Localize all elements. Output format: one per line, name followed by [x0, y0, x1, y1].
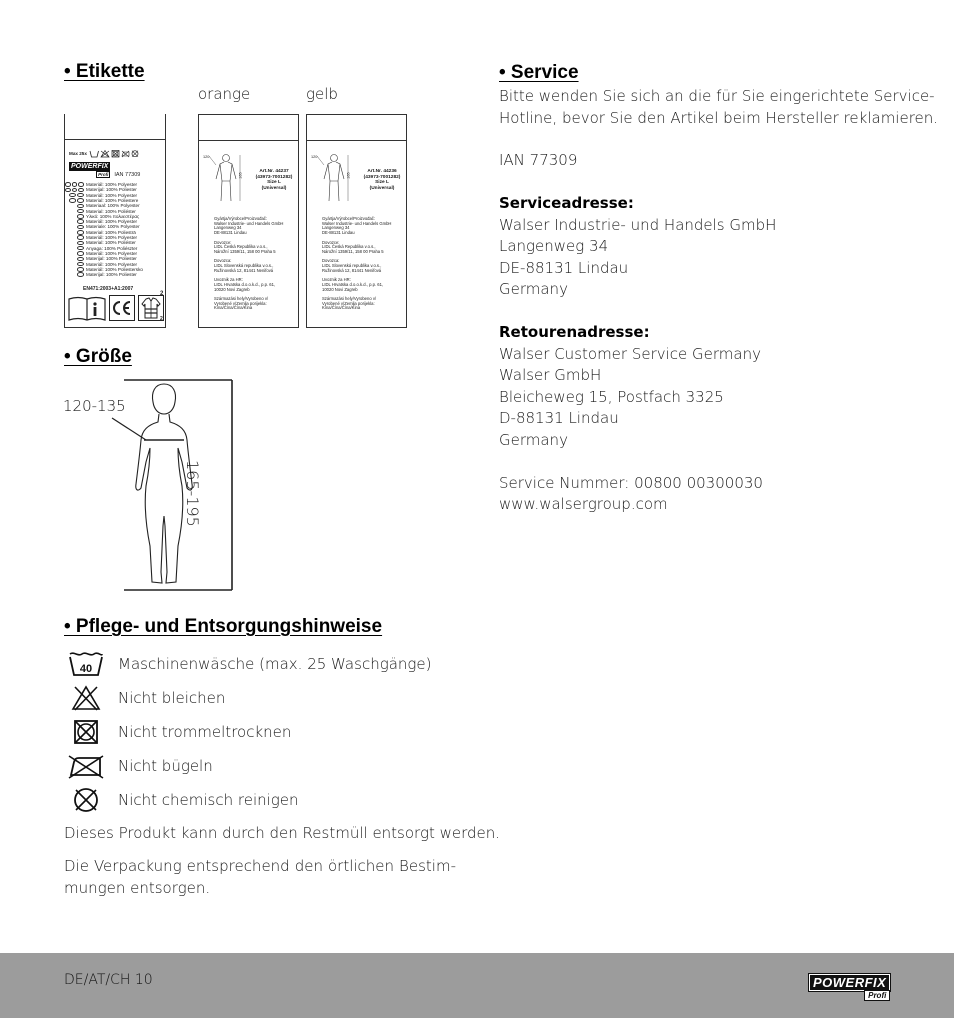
yellow-code: (43973-7001282): [363, 174, 401, 180]
language-code-oval: [72, 188, 78, 193]
yellow-label-article: [359, 169, 405, 191]
language-code-oval: [78, 182, 84, 187]
care-row-tumble: [66, 718, 291, 746]
label-profi-logo: Profi: [98, 172, 109, 177]
return-address-block: [499, 322, 761, 451]
label-material-text: Materiaal: 100% Polyester: [86, 203, 140, 209]
size-height: 165-195: [183, 460, 202, 527]
orange-code: (43973-7001282): [255, 174, 293, 180]
label-symbols-bottom: [68, 295, 164, 321]
orange-size: Size L: [267, 180, 281, 185]
book-info-icon: [68, 295, 106, 321]
yellow-label-line: DE-88131 Lindau: [322, 230, 355, 236]
orange-label-line: Dovozce:: [214, 239, 232, 245]
label-ian: IAN 77309: [114, 171, 141, 178]
language-code-oval: [77, 214, 84, 219]
return-address-line: Germany: [499, 430, 568, 449]
service-intro-line2: Hotline, bevor Sie den Artikel beim Hersteller reklamieren.: [499, 108, 939, 127]
orange-label-line: Vyrobené v/Zemlja porijekla:: [214, 300, 267, 306]
orange-label: [198, 114, 299, 328]
service-ian: IAN 77309: [499, 151, 578, 169]
label-material-text: Material: 100% Poliestere: [86, 197, 139, 203]
label-care-icons: [89, 149, 141, 158]
label-materials-list: [65, 182, 143, 277]
language-code-oval: [77, 219, 84, 224]
label-material-text: Materiál: 100% Poliestersko: [86, 266, 143, 272]
label-material-text: Materiál: 100% Polyester: [86, 250, 138, 256]
language-code-oval: [65, 182, 71, 187]
service-address-line: Walser Industrie- und Handels GmbH: [499, 215, 777, 234]
label-material-text: Materiál: 100% Polyester: [86, 235, 138, 241]
language-code-oval: [77, 246, 84, 251]
service-address-heading: Serviceadresse:: [499, 194, 634, 212]
yellow-label-line: Vyrobené v/Zemlja porijekla:: [322, 300, 375, 306]
label-material-text: Material: 100% Poliéster: [86, 240, 136, 246]
etikette-heading: • Etikette: [64, 61, 145, 82]
label-material-text: Υλικό: 100% πολυεστέρας: [86, 213, 140, 219]
return-address-heading: Retourenadresse:: [499, 323, 650, 341]
ce-mark-icon: [109, 295, 135, 321]
label-material-text: Anyaga: 100% Poliészter: [86, 245, 138, 251]
language-code-oval: [77, 262, 84, 267]
label-height-dim: 165: [238, 172, 243, 179]
yellow-label-line: Gyártja/Výrobce/Proizvođač:: [322, 216, 376, 221]
label-powerfix-logo: POWERFIX: [71, 163, 109, 170]
no-tumble-dry-icon: [66, 718, 106, 746]
orange-label-line: Langenweg 34: [214, 225, 242, 231]
disposal-text-2-line1: Die Verpackung entsprechend den örtlichen Bestim-: [64, 857, 456, 875]
yellow-artno: Art.Nr. 44236: [367, 169, 397, 174]
care-text-dryclean: Nicht chemisch reinigen: [118, 791, 299, 809]
language-code-oval: [77, 257, 84, 262]
label-material-text: Materiál: 100% Polyester: [86, 261, 138, 267]
language-code-oval: [69, 193, 76, 198]
yellow-label-line: 10020 Novi Zagreb: [322, 286, 358, 292]
label-material-row: [65, 272, 143, 277]
page-footer: [0, 953, 954, 1018]
disposal-text-2-line2: mungen entsorgen.: [64, 879, 211, 897]
orange-label-line: Kína/Čína/Čína/Kina: [214, 305, 253, 311]
language-code-oval: [77, 198, 84, 203]
powerfix-logo-text: POWERFIX: [809, 974, 890, 991]
yellow-label-line: LIDL Hrvatska d.o.o.k.d., p.p. 61,: [322, 281, 384, 287]
label-material-text: Materijal: 100% Poliester: [86, 256, 137, 262]
care-text-tumble: Nicht trommeltrocknen: [118, 723, 292, 741]
care-row-iron: [66, 752, 213, 780]
orange-label-line: LIDL Česká Republika v.o.s.,: [214, 244, 268, 250]
yellow-label-line: Kína/Čína/Čína/Kina: [322, 305, 361, 311]
orange-label-line: Ružinovská 12, 81441 Nenifová: [214, 267, 274, 273]
service-number: Service Nummer: 00800 00300030: [499, 474, 763, 492]
label-material-text: Materiale: 100% Polyester: [86, 224, 140, 230]
language-code-oval: [77, 235, 84, 240]
label-height-dim: 165: [346, 172, 351, 179]
language-code-oval: [77, 193, 84, 198]
label-material-text: Materiál: 100% Polyester: [86, 192, 138, 198]
orange-label-line: Származási hely/Vyrobeno v/: [214, 295, 269, 301]
yellow-label: [306, 114, 407, 328]
disposal-text-1: Dieses Produkt kann durch den Restmüll entsorgt werden.: [64, 824, 501, 842]
service-address-line: Langenweg 34: [499, 237, 609, 255]
size-chest: 120-135: [63, 397, 126, 415]
orange-label-line: Nárožní 1359/11, 158 00 Praha 5: [214, 248, 276, 254]
yellow-label-address: [322, 217, 391, 311]
label-material-text: Materiał: 100% Poliesträ: [86, 229, 136, 235]
label-fold-line: [199, 140, 298, 141]
no-dry-clean-icon: [66, 786, 106, 814]
language-code-oval: [65, 188, 71, 193]
orange-label-line: LIDL Slovenská republika v.o.s.,: [214, 263, 274, 268]
yellow-label-line: Dovozca:: [322, 258, 340, 264]
page-number: DE/AT/CH 10: [64, 972, 153, 988]
yellow-size: Size L: [375, 180, 389, 185]
language-code-oval: [77, 209, 84, 214]
yellow-label-line: Ružinovská 12, 81441 Nenifová: [322, 267, 382, 273]
return-address-line: Bleicheweg 15, Postfach 3325: [499, 387, 724, 406]
yellow-universal: (Universal): [369, 185, 395, 191]
language-code-oval: [77, 251, 84, 256]
wash-40-icon: [66, 650, 106, 678]
care-text-wash: Maschinenwäsche (max. 25 Waschgänge): [118, 655, 432, 673]
orange-label-line: Walser Industrie- und Handels GmbH: [214, 220, 284, 226]
label-class-bottom: 2: [160, 316, 163, 322]
label-material-text: Material: 100% Poliéster: [86, 208, 136, 214]
yellow-label-line: LIDL Slovenská republika v.o.s.,: [322, 263, 382, 268]
care-row-wash: [66, 650, 431, 678]
orange-label-line: Uvoznik za HR:: [214, 277, 243, 283]
orange-label-address: [214, 217, 283, 311]
orange-universal: (Universal): [261, 185, 287, 191]
yellow-label-line: Származási hely/Vyrobeno v/: [322, 295, 377, 301]
powerfix-logo: [809, 974, 890, 1001]
language-code-oval: [77, 241, 84, 246]
orange-label-line: 10020 Novi Zagreb: [214, 286, 250, 292]
label-material-text: Materiál: 100% Polyester: [86, 182, 138, 188]
care-text-iron: Nicht bügeln: [118, 757, 213, 775]
service-address-line: Germany: [499, 280, 568, 298]
no-bleach-icon: [66, 684, 106, 712]
wash-temp-text: 40: [79, 663, 93, 675]
label-chest-dim: 120: [203, 155, 210, 159]
language-code-oval: [72, 182, 78, 187]
yellow-label-line: Walser Industrie- und Handels GmbH: [322, 220, 392, 226]
language-code-oval: [77, 267, 84, 272]
yellow-label-line: Langenweg 34: [322, 225, 350, 231]
label-color-orange: orange: [198, 85, 251, 103]
return-address-line: Walser GmbH: [499, 366, 602, 384]
label-logo-row: [69, 162, 140, 178]
care-row-dryclean: [66, 786, 299, 814]
label-fold-line: [307, 140, 406, 141]
label-material-text: Materijal: 100% Poliester: [86, 187, 137, 193]
yellow-label-line: Nárožní 1359/11, 158 00 Praha 5: [322, 248, 384, 254]
label-care-symbols: [69, 149, 141, 158]
label-max-wash: Max 25x: [69, 150, 87, 156]
orange-label-line: Dovozca:: [214, 258, 232, 264]
language-code-oval: [77, 272, 84, 277]
service-intro: [499, 86, 938, 129]
label-norm: EN471:2003+A1:2007: [83, 286, 134, 292]
yellow-label-line: LIDL Česká Republika v.o.s.,: [322, 244, 376, 250]
service-address-line: DE-88131 Lindau: [499, 258, 629, 277]
language-code-oval: [77, 204, 84, 209]
label-fold-line: [65, 139, 165, 140]
yellow-label-line: Dovozce:: [322, 239, 340, 245]
language-code-oval: [69, 198, 76, 203]
service-heading: • Service: [499, 62, 579, 83]
label-class-top: 2: [160, 291, 164, 297]
orange-label-line: LIDL Hrvatska d.o.o.k.d., p.p. 61,: [214, 281, 276, 287]
label-material-text: Materijal: 100% Poliester: [86, 272, 137, 278]
service-intro-line1: Bitte wenden Sie sich an die für Sie eingerichtete Service-: [499, 87, 935, 105]
label-color-gelb: gelb: [306, 85, 338, 103]
language-code-oval: [77, 225, 84, 230]
yellow-label-line: Uvoznik za HR:: [322, 277, 351, 283]
main-care-label: [64, 114, 166, 328]
orange-label-line: Gyártja/Výrobce/Proizvođač:: [214, 216, 268, 221]
orange-label-article: [251, 169, 297, 191]
orange-artno: Art.Nr. 44237: [259, 169, 289, 174]
profi-logo-text: Profi: [864, 990, 890, 1001]
return-address-line: Walser Customer Service Germany: [499, 344, 761, 363]
care-row-bleach: [66, 684, 225, 712]
no-iron-icon: [66, 752, 106, 780]
label-chest-dim: 120: [311, 155, 318, 159]
return-address-line: D-88131 Lindau: [499, 409, 619, 427]
orange-label-line: DE-88131 Lindau: [214, 230, 247, 236]
groesse-heading: • Größe: [64, 346, 132, 367]
service-web[interactable]: www.walsergroup.com: [499, 495, 668, 513]
service-address-block: [499, 193, 776, 301]
care-text-bleach: Nicht bleichen: [118, 689, 226, 707]
pflege-heading: • Pflege- und Entsorgungshinweise: [64, 616, 383, 637]
language-code-oval: [77, 230, 84, 235]
language-code-oval: [78, 188, 84, 193]
body-size-figure: [108, 376, 238, 594]
label-material-text: Materiál: 100% Polyester: [86, 219, 138, 225]
